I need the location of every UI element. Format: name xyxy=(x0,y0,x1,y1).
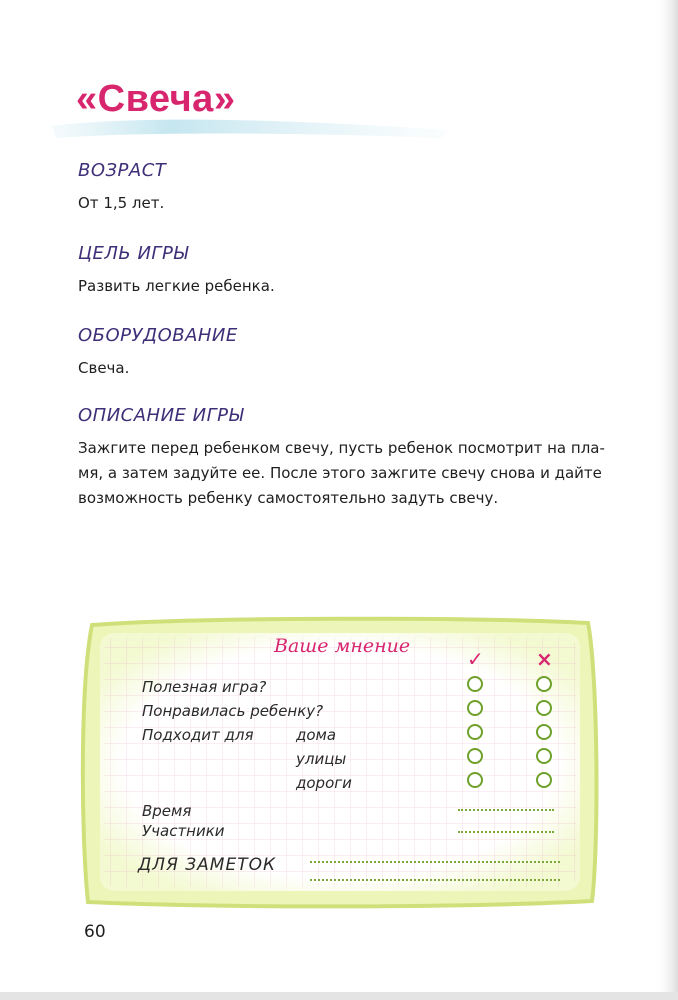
page-number: 60 xyxy=(84,922,106,942)
text-line: Свеча. xyxy=(78,359,130,377)
section-heading: ОПИСАНИЕ ИГРЫ xyxy=(78,405,244,426)
cross-icon: × xyxy=(536,647,553,671)
section-age xyxy=(78,160,668,216)
section-goal xyxy=(78,243,668,299)
text-line: От 1,5 лет. xyxy=(78,194,165,212)
section-body xyxy=(78,436,668,511)
no-radio-useful[interactable] xyxy=(536,676,552,692)
participants-label: Участники xyxy=(142,822,225,840)
yes-radio-road[interactable] xyxy=(467,772,483,788)
opinion-card xyxy=(78,615,601,910)
no-radio-home[interactable] xyxy=(536,724,552,740)
section-heading: ВОЗРАСТ xyxy=(78,160,167,181)
check-icon: ✓ xyxy=(467,647,484,671)
section-body xyxy=(78,191,668,216)
notes-field-line-2[interactable] xyxy=(310,879,560,881)
text-line: возможность ребенку самостоятельно задуть свечу. xyxy=(78,489,499,507)
row-label-liked: Понравилась ребенку? xyxy=(142,702,324,720)
text-line: мя, а затем задуйте ее. После этого зажгите свечу снова и дайте xyxy=(78,464,602,482)
yes-radio-liked[interactable] xyxy=(467,700,483,716)
yes-radio-home[interactable] xyxy=(467,724,483,740)
text-line: Развить легкие ребенка. xyxy=(78,277,275,295)
section-body xyxy=(78,356,668,381)
row-sublabel-street: улицы xyxy=(296,750,347,768)
row-label-useful: Полезная игра? xyxy=(142,678,267,696)
notes-field-line-1[interactable] xyxy=(310,861,560,863)
row-label-suitable: Подходит для xyxy=(142,726,254,744)
no-radio-street[interactable] xyxy=(536,748,552,764)
section-description xyxy=(78,405,668,511)
time-label: Время xyxy=(142,802,192,820)
section-heading: ЦЕЛЬ ИГРЫ xyxy=(78,243,189,264)
row-sublabel-road: дороги xyxy=(296,774,352,792)
time-field[interactable] xyxy=(458,809,554,811)
section-body xyxy=(78,274,668,299)
yes-radio-useful[interactable] xyxy=(467,676,483,692)
opinion-title: Ваше мнение xyxy=(274,635,411,657)
no-radio-road[interactable] xyxy=(536,772,552,788)
notes-label: ДЛЯ ЗАМЕТОК xyxy=(138,855,277,875)
yes-radio-street[interactable] xyxy=(467,748,483,764)
section-heading: ОБОРУДОВАНИЕ xyxy=(78,325,238,346)
section-equipment xyxy=(78,325,668,381)
page-title: «Свеча» xyxy=(76,78,236,120)
text-line: Зажгите перед ребенком свечу, пусть ребенок посмотрит на пла- xyxy=(78,439,605,457)
row-sublabel-home: дома xyxy=(296,726,337,744)
no-radio-liked[interactable] xyxy=(536,700,552,716)
participants-field[interactable] xyxy=(458,831,554,833)
